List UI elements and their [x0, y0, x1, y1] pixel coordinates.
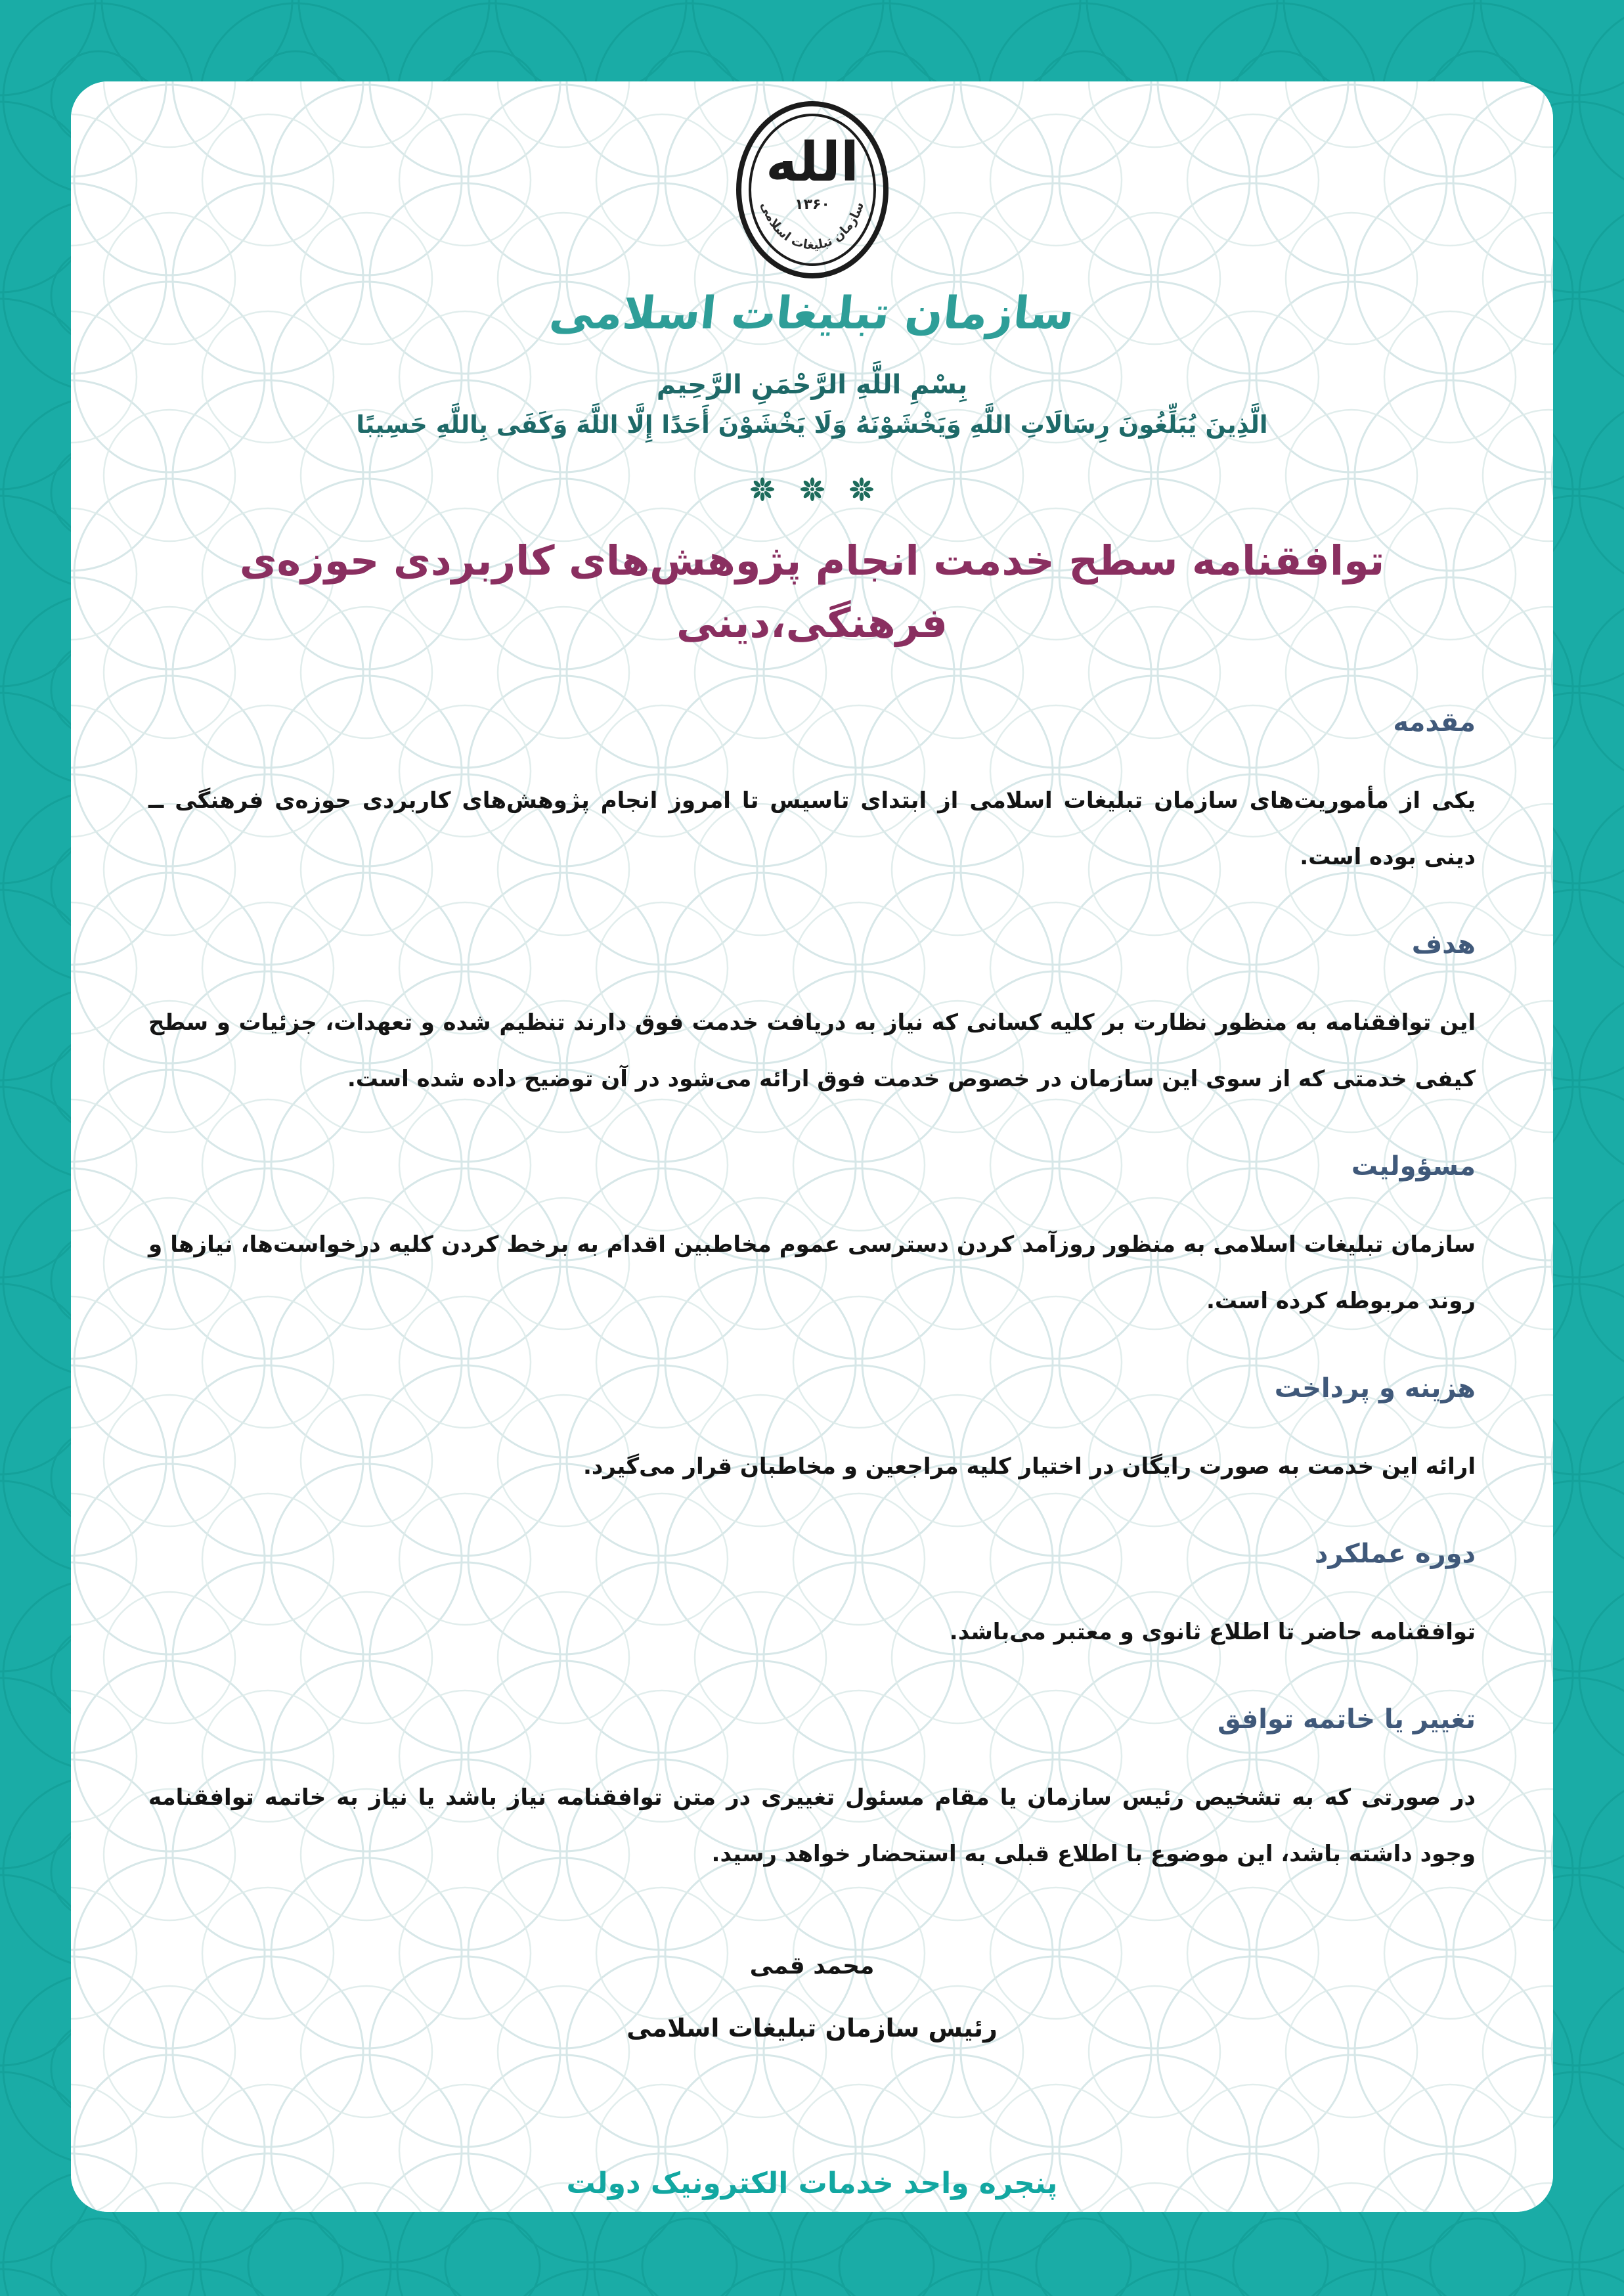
- bismillah-text: بِسْمِ اللَّهِ الرَّحْمَنِ الرَّحِيم: [656, 370, 968, 400]
- org-emblem-icon: [734, 99, 891, 281]
- section-heading: مقدمه: [1393, 707, 1476, 738]
- section-heading: تغییر یا خاتمه توافق: [1218, 1704, 1476, 1734]
- footer-service-window-text: پنجره واحد خدمات الکترونیک دولت: [566, 2167, 1058, 2200]
- section-body: یکی از مأموریت‌های سازمان تبلیغات اسلامی از ابتدای تاسیس تا امروز انجام پژوهش‌های کاربردی حوزه‌ی فرهنگی ــ دینی بوده است.: [148, 787, 1476, 870]
- section-hazineh-pardakht: [148, 1370, 1476, 1495]
- section-body: این توافقنامه به منظور نظارت بر کلیه کسانی که نیاز به دریافت خدمت فوق دارند تنظیم شده و تعهدات، جزئیات و سطح کیفی خدمتی که از سوی این سازمان در خصوص خدمت فوق ارائه می‌شود در آن توضیح داده شده است.: [148, 1009, 1476, 1092]
- flower-asterisk-icon: [800, 477, 825, 502]
- quran-verse-text: الَّذِينَ يُبَلِّغُونَ رِسَالَاتِ اللَّهِ وَيَخْشَوْنَهُ وَلَا يَخْشَوْنَ أَحَدًا إِلَّا اللَّهَ وَكَفَى بِاللَّهِ حَسِيبًا: [356, 410, 1268, 439]
- document-content: [71, 81, 1553, 2212]
- org-emblem: [148, 99, 1476, 284]
- section-moghaddameh: [148, 704, 1476, 885]
- section-heading: هدف: [1411, 929, 1476, 960]
- page-title: توافقنامه سطح خدمت انجام پژوهش‌های کاربردی حوزه‌ی فرهنگی،دینی: [239, 537, 1385, 647]
- ornament-row: [148, 477, 1476, 502]
- section-taghir-khatemeh: [148, 1701, 1476, 1882]
- section-body: سازمان تبلیغات اسلامی به منظور روزآمد کردن دسترسی عموم مخاطبین اقدام به برخط کردن کلیه درخواست‌ها، نیازها و روند مربوطه کرده است.: [148, 1231, 1476, 1314]
- signatory-role: رئیس سازمان تبلیغات اسلامی: [626, 2014, 998, 2042]
- section-doreh-amalkard: [148, 1535, 1476, 1660]
- emblem-ring-text: سازمان تبلیغات اسلامی: [757, 200, 867, 253]
- section-body: در صورتی که به تشخیص رئیس سازمان یا مقام مسئول تغییری در متن توافقنامه نیاز باشد یا نیاز به خاتمه توافقنامه وجود داشته باشد، این موضوع با اطلاع قبلی به استحضار خواهد رسید.: [148, 1784, 1476, 1867]
- section-body: توافقنامه حاضر تا اطلاع ثانوی و معتبر می‌باشد.: [949, 1619, 1476, 1645]
- founding-year: ۱۳۶۰: [794, 196, 830, 213]
- section-heading: هزینه و پرداخت: [1274, 1373, 1476, 1403]
- section-heading: دوره عملکرد: [1314, 1539, 1476, 1569]
- section-hadaf: [148, 926, 1476, 1107]
- flower-asterisk-icon: [750, 477, 775, 502]
- allah-monogram: الله: [765, 131, 859, 194]
- flower-asterisk-icon: [849, 477, 874, 502]
- signature-block: [148, 1948, 1476, 2046]
- sections-list: [148, 704, 1476, 1882]
- document-sheet: [71, 81, 1553, 2212]
- section-heading: مسؤولیت: [1351, 1151, 1476, 1181]
- section-masouliyat: [148, 1148, 1476, 1329]
- org-calligraphy: سازمان تبلیغات اسلامی: [547, 288, 1077, 340]
- section-body: ارائه این خدمت به صورت رایگان در اختیار کلیه مراجعین و مخاطبان قرار می‌گیرد.: [582, 1453, 1476, 1480]
- signatory-name: محمد قمی: [749, 1953, 875, 1979]
